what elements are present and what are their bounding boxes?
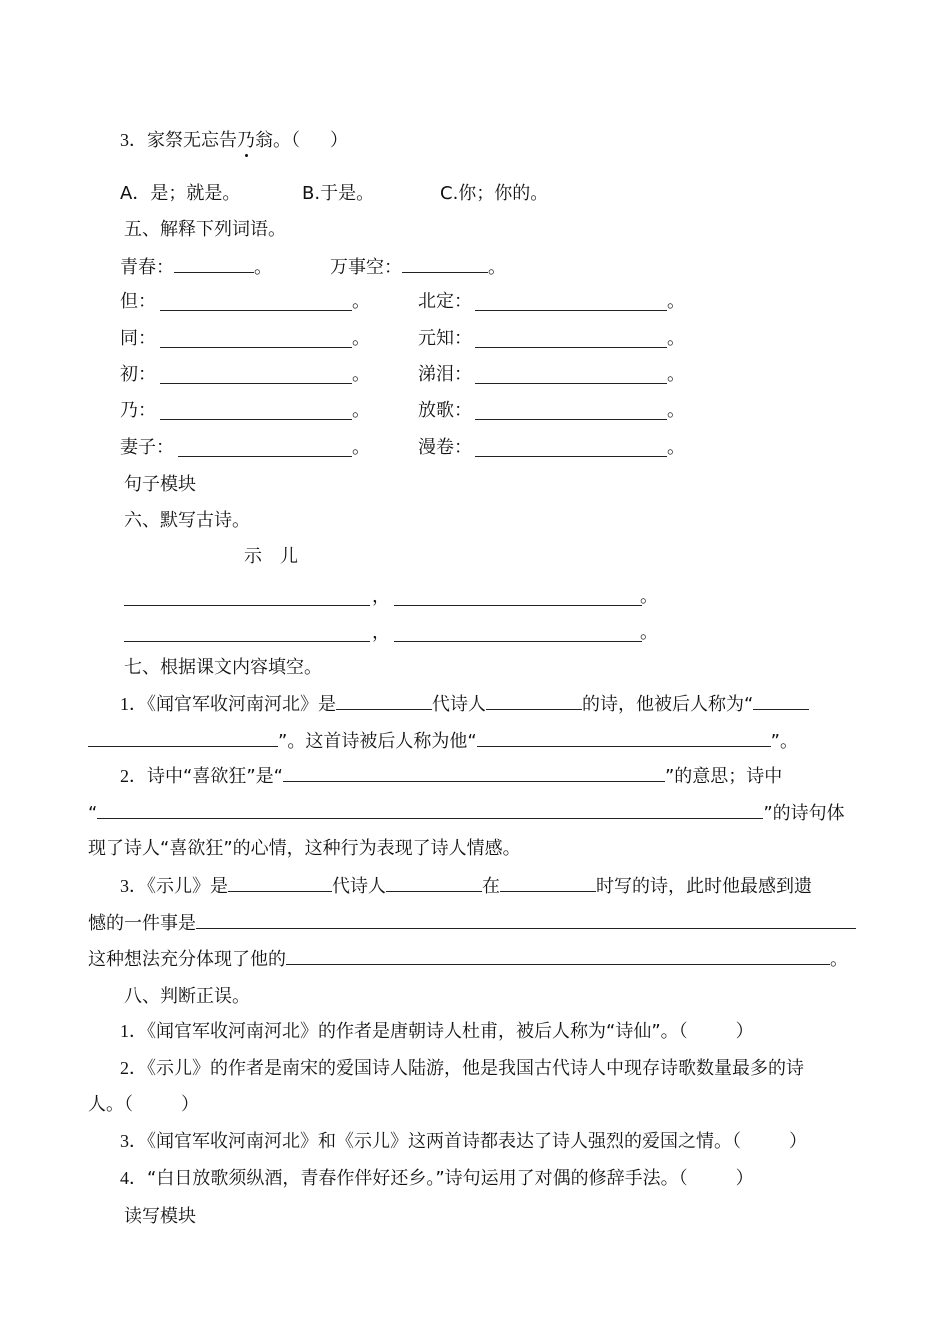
- question-text: ”的意思；诗中: [664, 766, 783, 787]
- poem-blank[interactable]: [124, 587, 370, 606]
- vocab-period: 。: [352, 400, 370, 421]
- question-3: [120, 128, 348, 153]
- vocab-blank[interactable]: [402, 254, 488, 273]
- judge-item-1: [120, 1019, 754, 1044]
- section-7-title: 七、根据课文内容填空。: [124, 657, 322, 678]
- fill-q2-line2: [88, 800, 868, 826]
- vocab-blank[interactable]: [160, 365, 352, 384]
- section-6-title: 六、默写古诗。: [124, 510, 250, 531]
- vocab-period: 。: [667, 328, 685, 349]
- question-number: 2．: [120, 1058, 147, 1078]
- question-text: 在: [482, 876, 500, 897]
- vocab-term: 元知：: [418, 328, 472, 349]
- fill-q2-line1: [120, 763, 865, 789]
- fill-blank[interactable]: [97, 800, 763, 819]
- module-sentence-heading: 句子模块: [124, 474, 196, 495]
- option-b[interactable]: B.于是。: [302, 183, 375, 204]
- vocab-row-3: [120, 327, 720, 351]
- vocab-blank[interactable]: [160, 329, 352, 348]
- vocab-period: 。: [254, 257, 272, 278]
- question-text: 时写的诗，此时他最感到遗: [596, 876, 812, 897]
- question-text: 憾的一件事是: [88, 913, 196, 934]
- vocab-period: 。: [667, 437, 685, 458]
- question-text: 家祭无忘告: [147, 130, 237, 151]
- poem-period: 。: [640, 586, 658, 607]
- vocab-term: 青春：: [120, 257, 174, 278]
- question-number: 3．: [120, 1131, 147, 1151]
- question-text: 人。（: [88, 1094, 133, 1115]
- vocab-term: 万事空：: [330, 257, 402, 278]
- vocab-term: 乃：: [120, 400, 156, 421]
- fill-q1-line2: [88, 728, 858, 754]
- vocab-blank[interactable]: [160, 292, 352, 311]
- question-number: 3．: [120, 130, 147, 150]
- vocab-blank[interactable]: [475, 329, 667, 348]
- question-text: “: [88, 803, 98, 824]
- question-text: ”。: [770, 731, 798, 752]
- vocab-row-5: [120, 399, 720, 423]
- vocab-period: 。: [352, 291, 370, 312]
- vocab-term: 放歌：: [418, 400, 472, 421]
- question-3-options: [120, 182, 549, 206]
- vocab-blank[interactable]: [475, 401, 667, 420]
- poem-comma: ，: [372, 586, 390, 607]
- vocab-term: 同：: [120, 328, 156, 349]
- fill-blank[interactable]: [753, 691, 809, 710]
- vocab-blank[interactable]: [178, 438, 352, 457]
- question-text: “白日放歌须纵酒，青春作伴好还乡。”诗句运用了对偶的修辞手法。（: [147, 1168, 688, 1189]
- option-a[interactable]: A．是；就是。: [120, 183, 241, 204]
- vocab-row-2: [120, 290, 720, 314]
- fill-blank[interactable]: [196, 910, 856, 929]
- question-text: 《示儿》的作者是南宋的爱国诗人陆游，他是我国古代诗人中现存诗歌数量最多的诗: [147, 1058, 804, 1079]
- question-text: 的诗，他被后人称为“: [582, 694, 754, 715]
- answer-bracket-close[interactable]: ）: [330, 130, 348, 151]
- question-text-end: 翁。（: [255, 130, 300, 151]
- vocab-blank[interactable]: [475, 365, 667, 384]
- question-text: ”。这首诗被后人称为他“: [278, 731, 477, 752]
- question-number: 3．: [120, 876, 147, 896]
- fill-q3-line3: [88, 946, 864, 972]
- poem-blank[interactable]: [394, 587, 642, 606]
- question-number: 2．: [120, 766, 147, 786]
- fill-blank[interactable]: [228, 873, 332, 892]
- vocab-period: 。: [352, 328, 370, 349]
- question-text: 《闻官军收河南河北》和《示儿》这两首诗都表达了诗人强烈的爱国之情。（: [147, 1131, 741, 1152]
- vocab-row-1: [120, 254, 506, 280]
- question-text: 这种想法充分体现了他的: [88, 949, 286, 970]
- fill-q3-line2: [88, 910, 864, 936]
- vocab-row-4: [120, 363, 720, 387]
- vocab-term: 漫卷：: [418, 437, 472, 458]
- fill-blank[interactable]: [88, 728, 278, 747]
- question-text: 《闻官军收河南河北》是: [147, 694, 336, 715]
- question-text: 《示儿》是: [147, 876, 228, 897]
- vocab-period: 。: [352, 437, 370, 458]
- vocab-blank[interactable]: [174, 254, 254, 273]
- section-5-title: 五、解释下列词语。: [124, 219, 286, 240]
- vocab-blank[interactable]: [475, 292, 667, 311]
- question-text: 代诗人: [432, 694, 486, 715]
- judge-item-3: [120, 1129, 807, 1154]
- answer-bracket-close[interactable]: ）: [181, 1094, 199, 1115]
- judge-item-2: [120, 1056, 804, 1081]
- question-number: 1．: [120, 694, 147, 714]
- vocab-period: 。: [488, 257, 506, 278]
- answer-bracket-close[interactable]: ）: [735, 1168, 754, 1189]
- poem-blank[interactable]: [394, 623, 642, 642]
- poem-blank[interactable]: [124, 623, 370, 642]
- vocab-term: 妻子：: [120, 437, 174, 458]
- answer-bracket-close[interactable]: ）: [735, 1021, 754, 1042]
- poem-period: 。: [640, 622, 658, 643]
- fill-blank[interactable]: [283, 763, 665, 782]
- fill-blank[interactable]: [336, 691, 432, 710]
- vocab-period: 。: [667, 291, 685, 312]
- fill-q3-line1: [120, 873, 865, 899]
- judge-item-4: [120, 1166, 754, 1191]
- fill-blank[interactable]: [486, 691, 582, 710]
- vocab-term: 北定：: [418, 291, 472, 312]
- poem-title: 示儿: [244, 546, 316, 567]
- vocab-term: 但：: [120, 291, 156, 312]
- judge-item-2-cont: [88, 1093, 199, 1117]
- fill-blank[interactable]: [386, 873, 482, 892]
- vocab-blank[interactable]: [160, 401, 352, 420]
- vocab-period: 。: [352, 364, 370, 385]
- section-8-title: 八、判断正误。: [124, 986, 250, 1007]
- question-number: 4．: [120, 1168, 147, 1188]
- vocab-term: 初：: [120, 364, 156, 385]
- question-text: 诗中“喜欲狂”是“: [147, 766, 283, 787]
- vocab-term: 涕泪：: [418, 364, 472, 385]
- option-c[interactable]: C.你；你的。: [440, 183, 549, 204]
- question-text: 《闻官军收河南河北》的作者是唐朝诗人杜甫，被后人称为“诗仙”。（: [147, 1021, 688, 1042]
- question-text: ”的诗句体: [763, 803, 845, 824]
- dotted-character: 乃: [237, 130, 255, 151]
- vocab-row-6: [120, 436, 720, 460]
- fill-blank[interactable]: [500, 873, 596, 892]
- question-text: 。: [830, 949, 848, 970]
- vocab-blank[interactable]: [475, 438, 667, 457]
- module-reading-heading: 读写模块: [124, 1206, 196, 1227]
- fill-blank[interactable]: [286, 946, 830, 965]
- vocab-period: 。: [667, 400, 685, 421]
- question-number: 1．: [120, 1021, 147, 1041]
- poem-comma: ，: [372, 622, 390, 643]
- question-text: 代诗人: [332, 876, 386, 897]
- fill-q1-line1: [120, 691, 860, 717]
- fill-q2-line3: 现了诗人“喜欲狂”的心情，这种行为表现了诗人情感。: [88, 838, 521, 859]
- vocab-period: 。: [667, 364, 685, 385]
- fill-blank[interactable]: [477, 728, 771, 747]
- answer-bracket-close[interactable]: ）: [789, 1131, 807, 1152]
